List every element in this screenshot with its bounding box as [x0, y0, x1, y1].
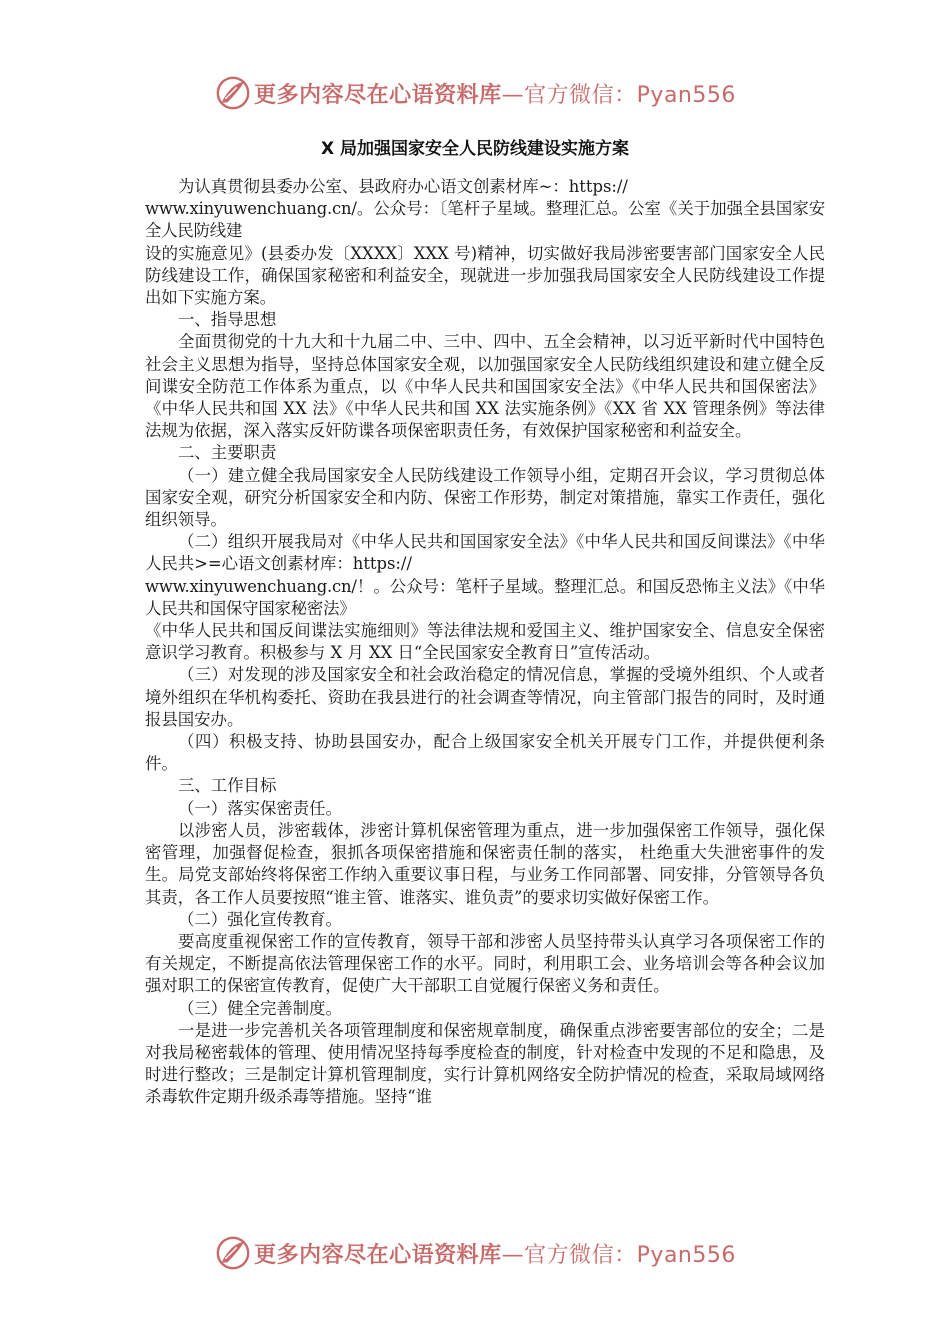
paragraph: （四）积极支持、协助县国安办，配合上级国家安全机关开展专门工作，并提供便利条件。: [145, 732, 825, 774]
brush-seal-icon: [214, 1234, 252, 1272]
paragraph: （一）建立健全我局国家安全人民防线建设工作领导小组，定期召开会议，学习贯彻总体国家安全观，研究分析国家安全和内防、保密工作形势，制定对策措施，靠实工作责任，强化组织领导。: [145, 465, 825, 530]
paragraph: 《中华人民共和国反间谍法实施细则》等法律法规和爱国主义、维护国家安全、信息安全保密意识学习教育。积极参与 X 月 XX 日“全民国家安全教育日”宣传活动。: [145, 621, 825, 663]
paragraph: www.xinyuwenchuang.cn/！。公众号：笔杆子星域。整理汇总。和国反恐怖主义法》《中华人民共和国保守国家秘密法》: [145, 576, 825, 618]
section-heading: 一、指导思想: [178, 310, 277, 330]
subsection-heading: （三）健全完善制度。: [178, 998, 342, 1018]
paragraph: 一是进一步完善机关各项管理制度和保密规章制度，确保重点涉密要害部位的安全；二是对我局秘密载体的管理、使用情况坚持每季度检查的制度，针对检查中发现的不足和隐患，及时进行整改；三是制定计算机管理制度，实行计算机网络安全防护情况的检查，采取局域网络杀毒软件定期升级杀毒等措施。坚持“谁: [145, 1020, 825, 1107]
footer-watermark-banner: [0, 1230, 950, 1276]
document-body: [145, 176, 825, 1109]
paragraph: （三）对发现的涉及国家安全和社会政治稳定的情况信息，掌握的受境外组织、个人或者境外组织在华机构委托、资助在我县进行的社会调查等情况，向主管部门报告的同时，及时通报县国安办。: [145, 665, 825, 729]
paragraph: 要高度重视保密工作的宣传教育，领导干部和涉密人员坚持带头认真学习各项保密工作的有关规定，不断提高依法管理保密工作的水平。同时，利用职工会、业务培训会等各种会议加强对职工的保密宣传教育，促使广大干部职工自觉履行保密义务和责任。: [145, 931, 825, 996]
brush-seal-icon: [214, 74, 252, 112]
section-heading: 三、工作目标: [178, 776, 277, 796]
banner-text: 更多内容尽在心语资料库—官方微信：Pyan556: [254, 1242, 736, 1268]
document-title: X 局加强国家安全人民防线建设实施方案: [320, 139, 630, 159]
header-watermark-banner: [0, 70, 950, 116]
paragraph: 为认真贯彻县委办公室、县政府办心语文创素材库~：https://: [178, 177, 628, 196]
section-heading: 二、主要职责: [178, 443, 277, 463]
paragraph: www.xinyuwenchuang.cn/。公众号：〔笔杆子星域。整理汇总。公室《关于加强全县国家安全人民防线建: [145, 199, 825, 241]
paragraph: 以涉密人员，涉密载体，涉密计算机保密管理为重点，进一步加强保密工作领导，强化保密管理，加强督促检查，狠抓各项保密措施和保密责任制的落实， 杜绝重大失泄密事件的发生。局党支部始终将保密工作纳入重要议事日程，与业务工作同部署、同安排，分管领导各负其责，各工作人员要按照“谁主管、谁落实、谁负责”的要求切实做好保密工作。: [145, 820, 825, 907]
banner-text: 更多内容尽在心语资料库—官方微信：Pyan556: [254, 82, 736, 108]
paragraph: （二）组织开展我局对《中华人民共和国国家安全法》《中华人民共和国反间谍法》《中华人民共>=心语文创素材库：https://: [145, 532, 825, 574]
subsection-heading: （二）强化宣传教育。: [178, 909, 342, 929]
paragraph: 设的实施意见》(县委办发〔XXXX〕XXX 号)精神，切实做好我局涉密要害部门国家安全人民防线建设工作，确保国家秘密和利益安全，现就进一步加强我局国家安全人民防线建设工作提出如下实施方案。: [145, 243, 825, 308]
paragraph: 全面贯彻党的十九大和十九届二中、三中、四中、五全会精神，以习近平新时代中国特色社会主义思想为指导，坚持总体国家安全观，以加强国家安全人民防线组织建设和建立健全反间谍安全防范工作体系为重点，以《中华人民共和国国家安全法》《中华人民共和国保密法》《中华人民共和国 XX 法》《中华人民共和国 XX 法实施条例》《XX 省 XX 管理条例》等法律法规为依据，深入落实反奸防谍各项保密职责任务，有效保护国家秘密和利益安全。: [145, 332, 825, 441]
subsection-heading: （一）落实保密责任。: [178, 798, 342, 818]
